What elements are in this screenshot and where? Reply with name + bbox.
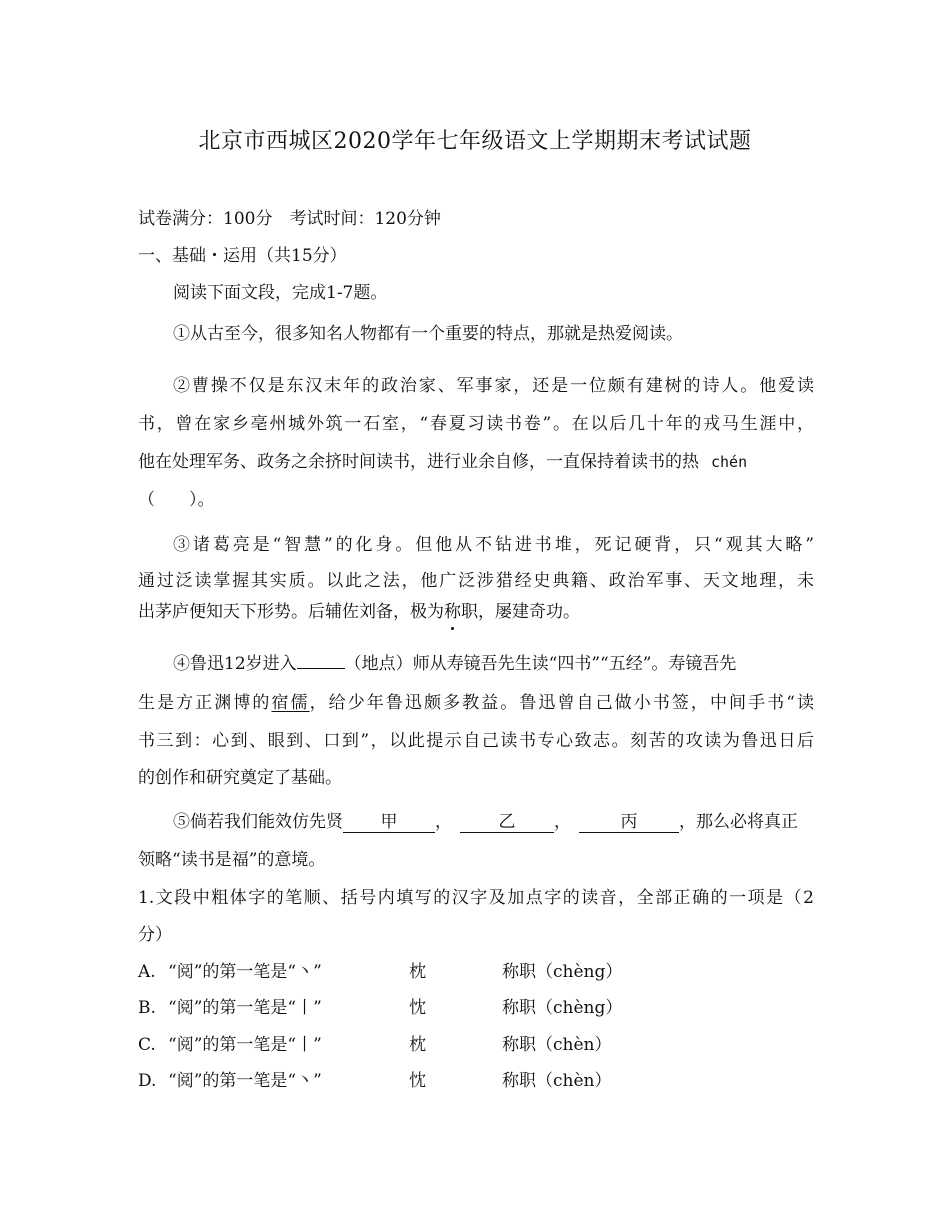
paragraph-3-line-2: 通过泛读掌握其实质。以此之法，他广泛涉猎经史典籍、政治军事、天文地理，未 bbox=[138, 571, 814, 591]
option-a[interactable] bbox=[138, 960, 814, 984]
paragraph-3-line-3-after: ，屡建奇功。 bbox=[478, 602, 580, 622]
option-label: B. bbox=[138, 998, 156, 1018]
paragraph-3-line-1: ③诸葛亮是“智慧”的化身。但他从不钻进书堆，死记硬背，只“观其大略” bbox=[173, 535, 814, 555]
option-b[interactable] bbox=[138, 996, 814, 1020]
paragraph-5-line-1-after: ，那么必将真正 bbox=[679, 812, 798, 832]
paragraph-2-line-3-text: 他在处理军务、政务之余挤时间读书，进行业余自修，一直保持着读书的热 bbox=[138, 452, 699, 472]
paragraph-2-line-1: ②曹操不仅是东汉末年的政治家、军事家，还是一位颇有建树的诗人。他爱读 bbox=[173, 376, 814, 396]
option-label: A. bbox=[138, 962, 156, 982]
blank-separator: ， bbox=[554, 812, 571, 832]
question-1-stem-cont: 分） bbox=[138, 925, 172, 945]
dotted-character-text: 称 bbox=[444, 602, 461, 622]
option-stroke: “阅”的第一笔是“丨” bbox=[168, 1035, 322, 1055]
option-stroke: “阅”的第一笔是“丶” bbox=[168, 1071, 322, 1091]
paragraph-4-line-1 bbox=[173, 652, 814, 676]
question-1-stem: 1.文段中粗体字的笔顺、括号内填写的汉字及加点字的读音，全部正确的一项是（2 bbox=[138, 888, 814, 908]
paragraph-2-line-2: 书，曾在家乡亳州城外筑一石室，“春夏习读书卷”。在以后几十年的戎马生涯中， bbox=[138, 414, 814, 434]
option-label: D. bbox=[138, 1071, 157, 1091]
paragraph-3-line-3-before: 出茅庐便知天下形势。后辅佐刘备，极为 bbox=[138, 602, 444, 622]
paragraph-4-line-2 bbox=[138, 691, 814, 715]
paragraph-4-line-1-after: （地点）师从寿镜吾先生读“四书”“五经”。寿镜吾先 bbox=[344, 654, 737, 674]
page-title: 北京市西城区2020学年七年级语文上学期期末考试试题 bbox=[198, 129, 752, 154]
fill-in-blank-jia[interactable]: 甲 bbox=[343, 812, 435, 833]
underlined-word: 宿儒 bbox=[271, 693, 310, 713]
instruction: 阅读下面文段，完成1-7题。 bbox=[173, 283, 388, 303]
option-reading: 称职（chèng） bbox=[502, 998, 623, 1018]
fill-in-blank-bing[interactable]: 丙 bbox=[579, 812, 679, 833]
option-char: 枕 bbox=[409, 1035, 426, 1055]
paragraph-5-line-1 bbox=[173, 810, 814, 834]
answer-parentheses: （ ）。 bbox=[138, 490, 215, 510]
paragraph-3-line-3 bbox=[138, 600, 814, 624]
option-char: 忱 bbox=[409, 1071, 426, 1091]
fill-in-blank-yi[interactable]: 乙 bbox=[460, 812, 554, 833]
option-reading: 称职（chèn） bbox=[502, 1071, 612, 1091]
paragraph-5-line-2: 领略“读书是福”的意境。 bbox=[138, 850, 326, 870]
paragraph-4-line-1-before: ④鲁迅12岁进入 bbox=[173, 654, 297, 674]
option-label: C. bbox=[138, 1035, 156, 1055]
option-d[interactable] bbox=[138, 1069, 814, 1093]
option-stroke: “阅”的第一笔是“丨” bbox=[168, 998, 322, 1018]
paragraph-4-line-2-before: 生是方正渊博的 bbox=[138, 693, 272, 713]
paragraph-4-line-2-after: ，给少年鲁迅颇多教益。鲁迅曾自己做小书签，中间手书“读 bbox=[309, 693, 815, 713]
exam-info: 试卷满分：100分 考试时间：120分钟 bbox=[138, 209, 441, 229]
emphasis-dot bbox=[451, 627, 454, 630]
pinyin-hint: chén bbox=[711, 453, 748, 471]
option-c[interactable] bbox=[138, 1033, 814, 1057]
paragraph-5-line-1-before: ⑤倘若我们能效仿先贤 bbox=[173, 812, 343, 832]
fill-in-blank-location[interactable] bbox=[297, 668, 345, 669]
paragraph-4-line-4: 的创作和研究奠定了基础。 bbox=[138, 768, 342, 788]
option-stroke: “阅”的第一笔是“丶” bbox=[168, 962, 322, 982]
dotted-character bbox=[444, 600, 461, 624]
paragraph-2-line-3 bbox=[138, 450, 814, 474]
paragraph-1: ①从古至今，很多知名人物都有一个重要的特点，那就是热爱阅读。 bbox=[173, 324, 683, 344]
option-reading: 称职（chèng） bbox=[502, 962, 623, 982]
paragraph-3-line-3-char: 职 bbox=[461, 602, 478, 622]
blank-separator: ， bbox=[435, 812, 452, 832]
option-char: 枕 bbox=[409, 962, 426, 982]
option-char: 忱 bbox=[409, 998, 426, 1018]
paragraph-4-line-3: 书三到：心到、眼到、口到”，以此提示自己读书专心致志。刻苦的攻读为鲁迅日后 bbox=[138, 731, 814, 751]
section-heading: 一、基础・运用（共15分） bbox=[138, 246, 347, 266]
option-reading: 称职（chèn） bbox=[502, 1035, 612, 1055]
